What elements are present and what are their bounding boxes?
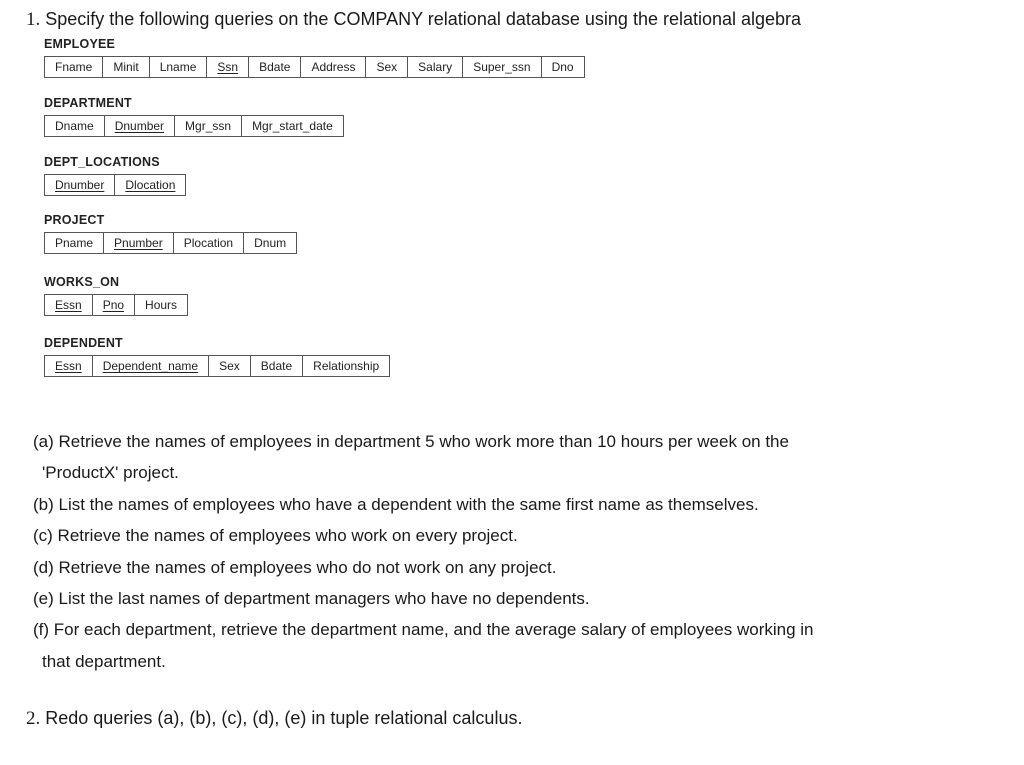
question-1-heading <box>26 9 801 31</box>
question-2-number: 2. <box>26 708 41 729</box>
attribute-label: Minit <box>113 60 139 74</box>
query-e: (e) List the last names of department managers who have no dependents. <box>33 589 590 609</box>
attribute-label: Mgr_ssn <box>185 119 232 133</box>
question-1-text: Specify the following queries on the COMPANY relational database using the relational algebra <box>45 9 802 29</box>
attribute-cell <box>93 356 209 376</box>
question-2-text: Redo queries (a), (b), (c), (d), (e) in tuple relational calculus. <box>45 708 523 728</box>
attribute-cell <box>150 57 208 77</box>
attribute-label: Dnum <box>254 236 287 250</box>
query-list <box>33 426 993 677</box>
attribute-label: Plocation <box>183 236 234 250</box>
attribute-cell <box>366 57 408 77</box>
query-a-line-2: 'ProductX' project. <box>42 463 179 483</box>
attribute-cell <box>45 57 103 77</box>
attribute-label: Fname <box>55 60 93 74</box>
attribute-label: Relationship <box>313 359 380 373</box>
relation-table <box>44 174 186 196</box>
attribute-label: Super_ssn <box>473 60 531 74</box>
attribute-label: Salary <box>418 60 453 74</box>
attribute-cell <box>244 233 296 253</box>
attribute-cell <box>209 356 251 376</box>
attribute-label: Sex <box>376 60 398 74</box>
attribute-cell <box>45 116 105 136</box>
attribute-label: Bdate <box>260 359 293 373</box>
relation-name: WORKS_ON <box>44 275 120 289</box>
attribute-cell <box>303 356 389 376</box>
attribute-cell <box>463 57 541 77</box>
key-attribute-label: Pnumber <box>114 236 163 250</box>
relation-name: EMPLOYEE <box>44 37 116 51</box>
attribute-label: Sex <box>219 359 240 373</box>
question-2-heading <box>26 708 522 730</box>
attribute-cell <box>45 175 115 195</box>
key-attribute-label: Dnumber <box>114 119 165 133</box>
attribute-label: Lname <box>159 60 197 74</box>
attribute-cell <box>93 295 135 315</box>
attribute-label: Dno <box>551 60 574 74</box>
attribute-cell <box>242 116 343 136</box>
attribute-cell <box>45 295 93 315</box>
query-b: (b) List the names of employees who have a dependent with the same first name as themselves. <box>33 494 759 514</box>
attribute-cell <box>104 233 174 253</box>
attribute-label: Bdate <box>259 60 291 74</box>
relation-employee <box>44 37 585 78</box>
key-attribute-label: Dnumber <box>55 178 105 192</box>
attribute-cell <box>135 295 187 315</box>
question-1-number: 1. <box>26 9 41 30</box>
query-f-line-1: (f) For each department, retrieve the department name, and the average salary of employees working in <box>33 620 814 640</box>
attribute-cell <box>105 116 175 136</box>
relation-table <box>44 232 297 254</box>
attribute-label: Pname <box>55 236 94 250</box>
relation-dept-locations <box>44 155 186 196</box>
relation-department <box>44 96 344 137</box>
attribute-label: Address <box>311 60 356 74</box>
relation-name: DEPENDENT <box>44 336 123 350</box>
key-attribute-label: Pno <box>102 298 125 312</box>
relation-works-on <box>44 275 188 316</box>
relation-name: DEPARTMENT <box>44 96 132 110</box>
attribute-cell <box>249 57 301 77</box>
query-c: (c) Retrieve the names of employees who work on every project. <box>33 526 518 546</box>
key-attribute-label: Ssn <box>217 60 239 74</box>
key-attribute-label: Dlocation <box>125 178 176 192</box>
relation-table <box>44 355 390 377</box>
relation-table <box>44 56 585 78</box>
key-attribute-label: Essn <box>55 298 82 312</box>
key-attribute-label: Essn <box>55 359 82 373</box>
attribute-cell <box>542 57 584 77</box>
attribute-label: Hours <box>145 298 178 312</box>
attribute-cell <box>45 233 104 253</box>
relation-table <box>44 294 188 316</box>
query-f-line-2: that department. <box>42 651 166 671</box>
attribute-cell <box>175 116 242 136</box>
query-d: (d) Retrieve the names of employees who do not work on any project. <box>33 557 557 577</box>
attribute-cell <box>103 57 149 77</box>
relation-table <box>44 115 344 137</box>
attribute-cell <box>408 57 463 77</box>
attribute-cell <box>207 57 249 77</box>
relation-name: PROJECT <box>44 213 105 227</box>
relation-name: DEPT_LOCATIONS <box>44 155 160 169</box>
attribute-label: Mgr_start_date <box>252 119 333 133</box>
relation-dependent <box>44 336 390 377</box>
attribute-label: Dname <box>55 119 94 133</box>
relation-project <box>44 213 297 254</box>
attribute-cell <box>301 57 366 77</box>
attribute-cell <box>251 356 303 376</box>
attribute-cell <box>45 356 93 376</box>
attribute-cell <box>174 233 244 253</box>
key-attribute-label: Dependent_name <box>102 359 199 373</box>
query-a-line-1: (a) Retrieve the names of employees in department 5 who work more than 10 hours per week on the <box>33 432 789 451</box>
attribute-cell <box>115 175 185 195</box>
